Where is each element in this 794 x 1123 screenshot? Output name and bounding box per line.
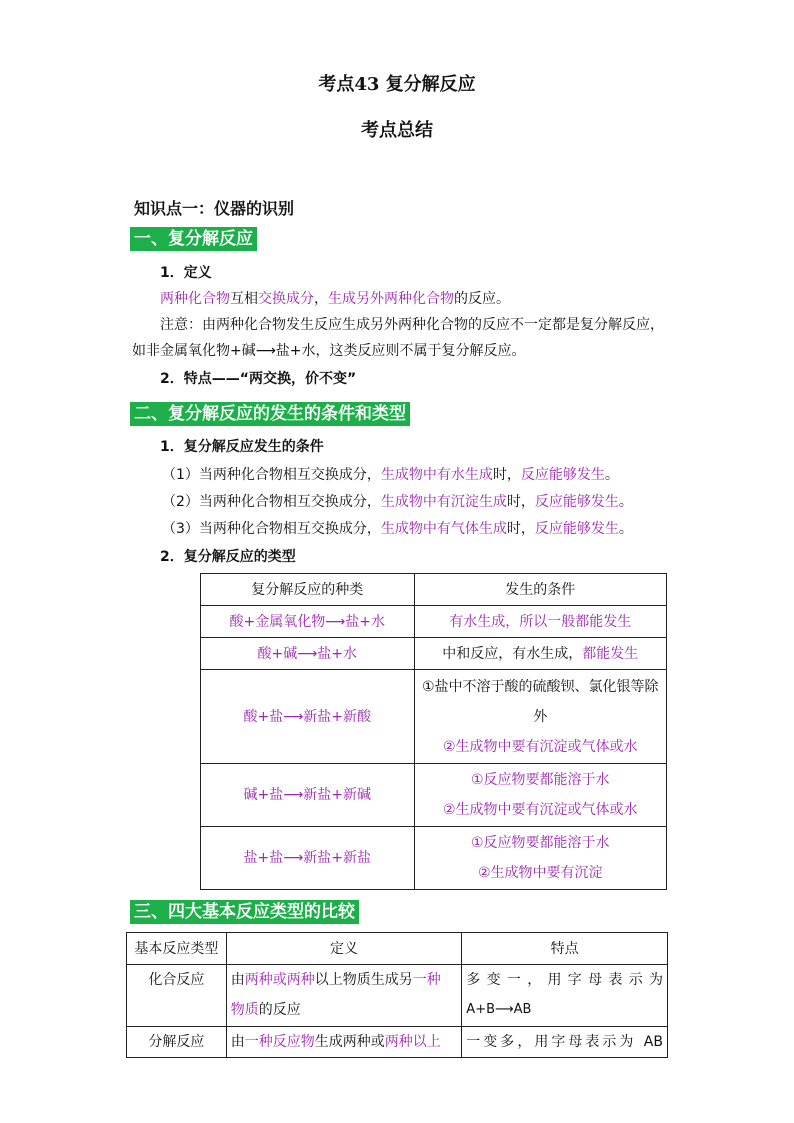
condition-text: ②生成物中要有沉淀或气体或水 [442, 738, 638, 755]
def-part: ， [314, 291, 328, 307]
condition-pre: （2）当两种化合物相互交换成分， [162, 494, 381, 510]
table-header: 特点 [462, 933, 668, 965]
table-header: 复分解反应的种类 [201, 574, 415, 606]
note-line-1: 注意：由两种化合物发生反应生成另外两种化合物的反应不一定都是复分解反应， [160, 317, 664, 333]
condition-text: ②生成物中要有沉淀或气体或水 [442, 802, 638, 818]
condition-line [162, 464, 619, 484]
condition-text: ①盐中不溶于酸的硫酸钡、氯化银等除 [421, 678, 659, 695]
def-part: 互相 [230, 291, 258, 307]
condition-mid: 时， [492, 467, 521, 483]
condition-cell [414, 638, 666, 670]
def-part: 生成另外两种化合物 [328, 291, 454, 307]
basic-reactions-table [126, 932, 668, 1058]
conditions-label: 1．复分解反应发生的条件 [160, 439, 324, 455]
def-part: 的反应。 [454, 291, 510, 307]
feature-text: 2．特点——“两交换，价不变” [160, 371, 357, 387]
types-label: 2．复分解反应的类型 [160, 549, 296, 565]
condition-end: 。 [618, 494, 633, 510]
reaction-type-cell: 酸+碱⟶盐+水 [201, 638, 415, 670]
condition-pre: （1）当两种化合物相互交换成分， [162, 467, 381, 483]
section-heading-1: 一、复分解反应 [130, 227, 257, 251]
condition-text: 中和反应，有水生成， [442, 645, 583, 662]
page-title: 考点43 复分解反应 [318, 74, 476, 95]
feature-cell [462, 965, 668, 1027]
condition-end: 。 [604, 467, 619, 483]
table-header: 发生的条件 [414, 574, 666, 606]
reaction-type-cell: 盐+盐⟶新盐+新盐 [201, 827, 415, 890]
condition-end: 。 [618, 521, 633, 537]
feature-cell: 一变多，用字母表示为 AB [462, 1027, 668, 1058]
feature-formula: A+B⟶AB [466, 1002, 532, 1017]
definition-cell: 由一种反应物生成两种或两种以上 [226, 1027, 462, 1058]
condition-text: ①反应物要都能溶于水 [470, 835, 610, 851]
condition-text: 外 [533, 708, 548, 725]
definition-text [160, 288, 510, 308]
knowledge-point-heading: 知识点一：仪器的识别 [134, 199, 295, 218]
condition-line [162, 491, 633, 511]
condition-highlight: 生成物中有水生成 [380, 467, 493, 483]
note-line-2: 如非金属氧化物+碱⟶盐+水，这类反应则不属于复分解反应。 [132, 343, 526, 359]
condition-highlight: 都能发生 [582, 645, 639, 662]
reaction-type-cell: 酸+盐⟶新盐+新酸 [201, 670, 415, 764]
reaction-type-cell: 碱+盐⟶新盐+新碱 [201, 764, 415, 827]
condition-cell [414, 764, 666, 827]
condition-highlight: 反应能够发生 [534, 494, 619, 510]
condition-line [162, 518, 633, 538]
condition-text: ①反应物要都能溶于水 [470, 772, 610, 788]
def-part: 交换成分 [258, 291, 314, 307]
section-heading-3: 三、四大基本反应类型的比较 [130, 900, 359, 924]
condition-highlight: 生成物中有沉淀生成 [380, 494, 507, 510]
condition-mid: 时， [506, 494, 535, 510]
feature-line: 多变一，用字母表示为 [466, 972, 663, 988]
condition-highlight: 反应能够发生 [520, 467, 605, 483]
condition-mid: 时， [506, 521, 535, 537]
definition-line: 由两种或两种以上物质生成另一种 [230, 972, 441, 988]
condition-highlight: 反应能够发生 [534, 521, 619, 537]
page-subtitle: 考点总结 [361, 120, 433, 141]
definition-label: 1．定义 [160, 265, 212, 281]
definition-cell [226, 965, 462, 1027]
section-heading-2: 二、复分解反应的发生的条件和类型 [130, 402, 410, 426]
reaction-name-cell: 分解反应 [127, 1027, 227, 1058]
table-header: 基本反应类型 [127, 933, 227, 965]
condition-text: ②生成物中要有沉淀 [477, 865, 603, 881]
reaction-types-table [200, 573, 667, 890]
condition-pre: （3）当两种化合物相互交换成分， [162, 521, 381, 537]
table-header: 定义 [226, 933, 462, 965]
definition-line: 物质的反应 [230, 1002, 301, 1018]
reaction-name-cell: 化合反应 [127, 965, 227, 1027]
reaction-type-cell: 酸+金属氧化物⟶盐+水 [201, 606, 415, 638]
condition-cell: 有水生成，所以一般都能发生 [414, 606, 666, 638]
condition-highlight: 生成物中有气体生成 [380, 521, 507, 537]
def-part: 两种化合物 [160, 291, 230, 307]
condition-cell [414, 670, 666, 764]
condition-cell [414, 827, 666, 890]
